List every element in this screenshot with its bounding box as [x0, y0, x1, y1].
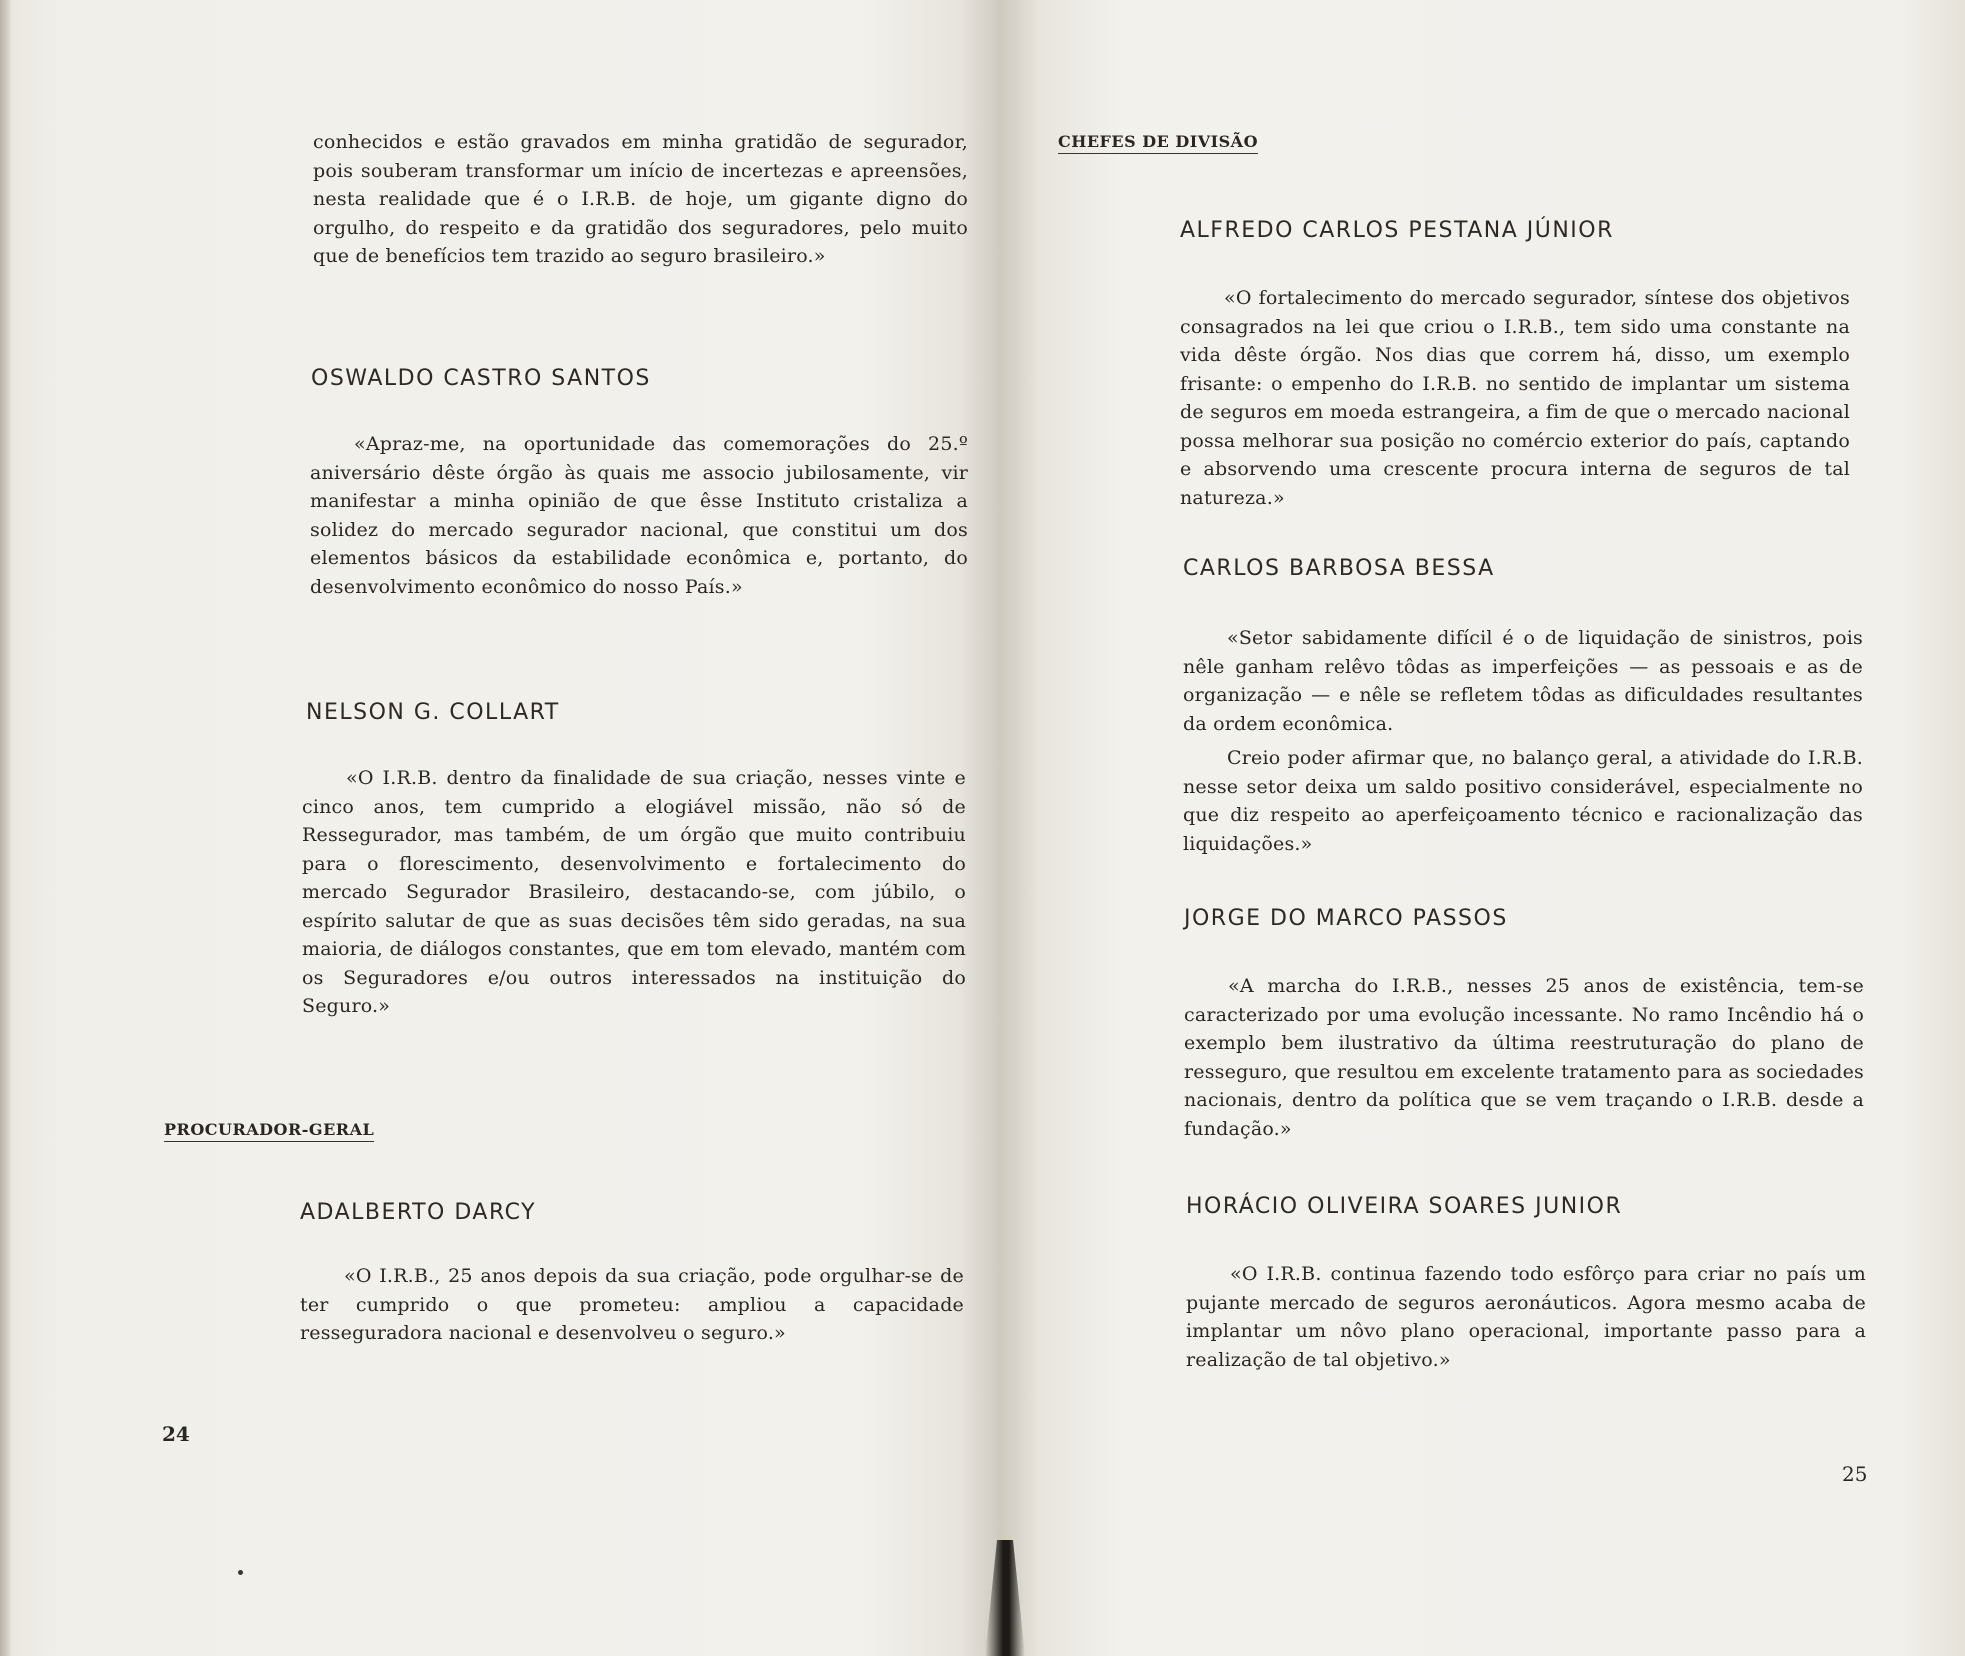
entry-quote: «A marcha do I.R.B., nesses 25 anos de existência, tem-se caracterizado por uma evolução incessante. No ramo Incêndio há o exemplo bem ilustrativo da última reestruturação do plano de resseguro, que resultou em excelente tratamento para as sociedades nacionais, dentro da política que se vem traçando o I.R.B. desde a fundação.»: [1184, 975, 1864, 1140]
entry-quote: «O I.R.B., 25 anos depois da sua criação, pode orgulhar-se de ter cumprido o que prometeu: ampliou a capacidade resseguradora nacional e desenvolveu o seguro.»: [300, 1265, 964, 1344]
entry-quote-block: [300, 1262, 964, 1348]
entry-quote: Creio poder afirmar que, no balanço geral, a atividade do I.R.B. nesse setor deixa um saldo positivo considerável, especialmente no que diz respeito ao aperfeiçoamento técnico e racionalização das liquidações.»: [1183, 747, 1863, 855]
page-edge: [0, 0, 10, 1656]
entry-quote: «Apraz-me, na oportunidade das comemorações do 25.º aniversário dêste órgão às quais me associo jubilosamente, vir manifestar a minha opinião de que êsse Instituto cristaliza a solidez do mercado segurador nacional, que constitui um dos elementos básicos da estabilidade econômica e, portanto, do desenvolvimento econômico do nosso País.»: [310, 433, 968, 598]
entry-quote: «O fortalecimento do mercado segurador, síntese dos objetivos consagrados na lei que criou o I.R.B., tem sido uma constante na vida dêste órgão. Nos dias que correm há, disso, um exemplo frisante: o empenho do I.R.B. no sentido de implantar um sistema de seguros em moeda estrangeira, a fim de que o mercado nacional possa melhorar sua posição no comércio exterior do país, captando e absorvendo uma crescente procura interna de seguros de tal natureza.»: [1180, 287, 1850, 509]
entry-name: ALFREDO CARLOS PESTANA JÚNIOR: [1180, 218, 1614, 243]
intro-paragraph: conhecidos e estão gravados em minha gratidão de segurador, pois souberam transformar um início de incertezas e apreensões, nesta realidade que é o I.R.B. de hoje, um gigante digno do orgulho, do respeito e da gratidão dos seguradores, pelo muito que de benefícios tem trazido ao seguro brasileiro.»: [313, 131, 968, 267]
page-number: 24: [162, 1422, 190, 1446]
entry-name: CARLOS BARBOSA BESSA: [1183, 556, 1495, 581]
entry-name: NELSON G. COLLART: [306, 700, 560, 725]
ink-speck: [238, 1570, 243, 1575]
entry-name: JORGE DO MARCO PASSOS: [1184, 906, 1508, 931]
entry-name: HORÁCIO OLIVEIRA SOARES JUNIOR: [1186, 1194, 1623, 1219]
section-title: PROCURADOR-GERAL: [164, 1120, 374, 1142]
entry-name: OSWALDO CASTRO SANTOS: [311, 366, 651, 391]
entry-quote: «Setor sabidamente difícil é o de liquidação de sinistros, pois nêle ganham relêvo tôdas as imperfeições — as pessoais e as de organização — e nêle se refletem tôdas as dificuldades resultantes da ordem econômica.: [1183, 627, 1863, 735]
entry-quote-block: [1183, 624, 1863, 858]
entry-quote: «O I.R.B. continua fazendo todo esfôrço para criar no país um pujante mercado de seguros aeronáuticos. Agora mesmo acaba de implantar um nôvo plano operacional, importante passo para a realização de tal objetivo.»: [1186, 1263, 1866, 1371]
entry-quote-block: [310, 430, 968, 601]
section-title: CHEFES DE DIVISÃO: [1058, 132, 1258, 154]
entry-quote-block: [1186, 1260, 1866, 1374]
page-number: 25: [1842, 1462, 1868, 1486]
entry-quote-block: [1184, 972, 1864, 1143]
intro-block: [313, 128, 968, 271]
right-page: [1000, 0, 1965, 1656]
entry-name: ADALBERTO DARCY: [300, 1200, 537, 1225]
entry-quote-block: [302, 764, 966, 1021]
entry-quote-block: [1180, 284, 1850, 512]
entry-quote: «O I.R.B. dentro da finalidade de sua criação, nesses vinte e cinco anos, tem cumprido a elogiável missão, não só de Ressegurador, mas também, de um órgão que muito contribuiu para o florescimento, desenvolvimento e fortalecimento do mercado Segurador Brasileiro, destacando-se, com júbilo, o espírito salutar de que as suas decisões têm sido geradas, na sua maioria, de diálogos constantes, que em tom elevado, mantém com os Seguradores e/ou outros interessados na instituição do Seguro.»: [302, 767, 966, 1017]
